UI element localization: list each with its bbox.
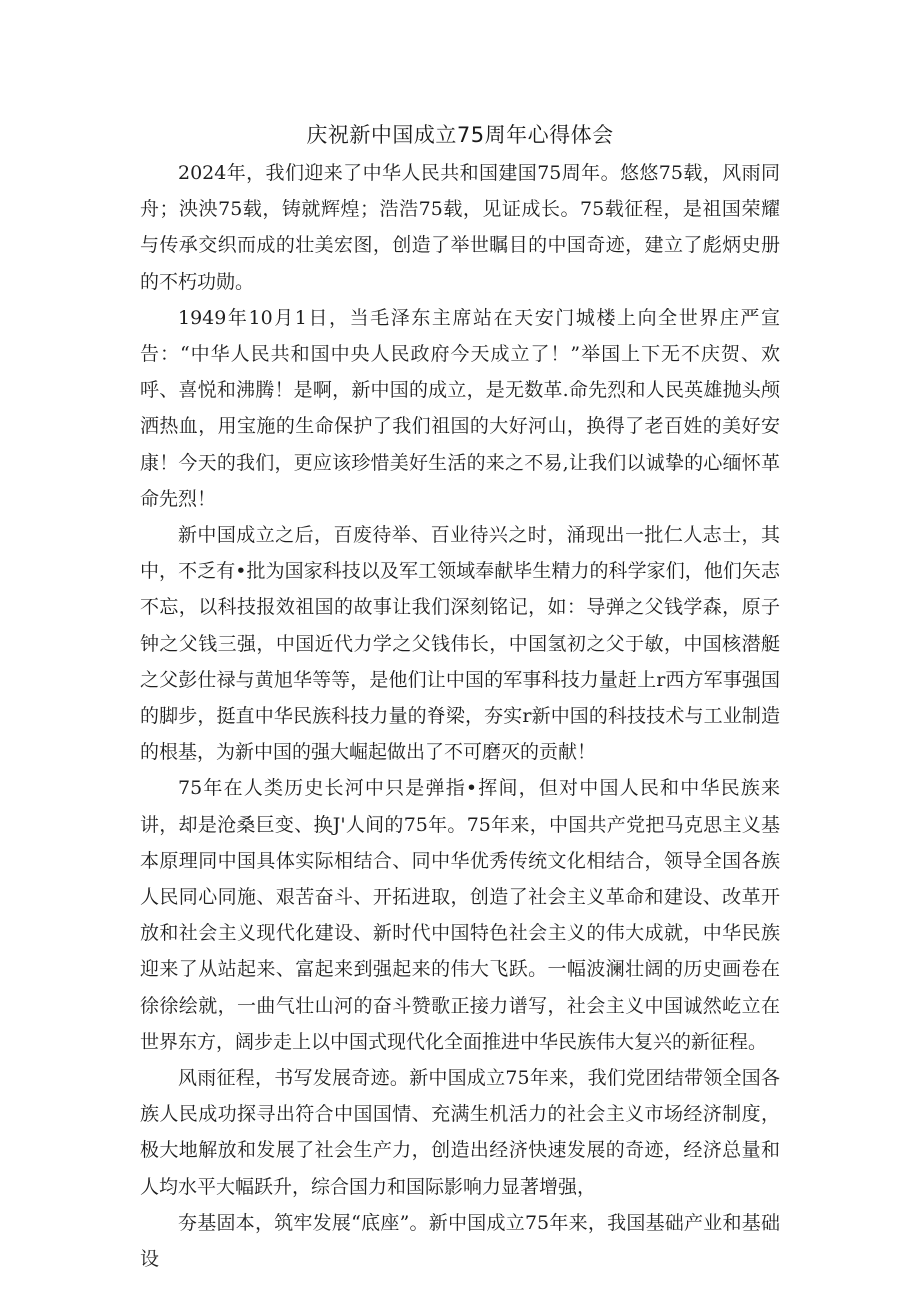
paragraph-4: 75年在人类历史长河中只是弹指•挥间，但对中国人民和中华民族来讲，却是沧桑巨变、换J'人间的75年。75年来，中国共产党把马克思主义基本原理同中国具体实际相结合、同中华优秀传统文化相结合，领导全国各族人民同心同施、艰苦奋斗、开拓进取，创造了社会主义革命和建设、改革开放和社会主义现代化建设、新时代中国特色社会主义的伟大成就，中华民族迎来了从站起来、富起来到强起来的伟大飞跃。一幅波澜壮阔的历史画卷在徐徐绘就，一曲气壮山河的奋斗赞歌正接力谱写，社会主义中国诚然屹立在世界东方，阔步走上以中国式现代化全面推进中华民族伟大复兴的新征程。 [140,777,780,1053]
paragraph-5: 风雨征程，书写发展奇迹。新中国成立75年来，我们党团结带领全国各族人民成功探寻出符合中国国情、充满生机活力的社会主义市场经济制度，极大地解放和发展了社会生产力，创造出经济快速发展的奇迹，经济总量和人均水平大幅跃升，综合国力和国际影响力显著增强， [140,1067,780,1198]
paragraph-6: 夯基固本，筑牢发展“底座”。新中国成立75年来，我国基础产业和基础设 [140,1211,780,1271]
document-body [140,155,780,1277]
document-title: 庆祝新中国成立75周年心得体会 [306,123,614,147]
paragraph-1: 2024年，我们迎来了中华人民共和国建国75周年。悠悠75载，风雨同舟；泱泱75载，铸就辉煌；浩浩75载，见证成长。75载征程，是祖国荣耀与传承交织而成的壮美宏图，创造了举世瞩目的中国奇迹，建立了彪炳史册的不朽功勋。 [140,162,780,293]
paragraph-2: 1949年10月1日，当毛泽东主席站在天安门城楼上向全世界庄严宣告：“中华人民共和国中央人民政府今天成立了！”举国上下无不庆贺、欢呼、喜悦和沸腾！是啊，新中国的成立，是无数革.命先烈和人民英雄抛头颅洒热血，用宝施的生命保护了我们祖国的大好河山，换得了老百姓的美好安康！今天的我们，更应该珍惜美好生活的来之不易,让我们以诚挚的心缅怀革命先烈！ [140,306,780,510]
paragraph-3: 新中国成立之后，百废待举、百业待兴之时，涌现出一批仁人志士，其中，不乏有•批为国家科技以及军工领域奉献毕生精力的科学家们，他们矢志不忘，以科技报效祖国的故事让我们深刻铭记，如：导弹之父钱学森，原子钟之父钱三强，中国近代力学之父钱伟长，中国氢初之父于敏，中国核潜艇之父彭仕禄与黄旭华等等，是他们让中国的军事科技力量赶上r西方军事强国的脚步，挺直中华民族科技力量的脊梁，夯实r新中国的科技技术与工业制造的根基，为新中国的强大崛起做出了不可磨灭的贡献！ [140,524,780,764]
